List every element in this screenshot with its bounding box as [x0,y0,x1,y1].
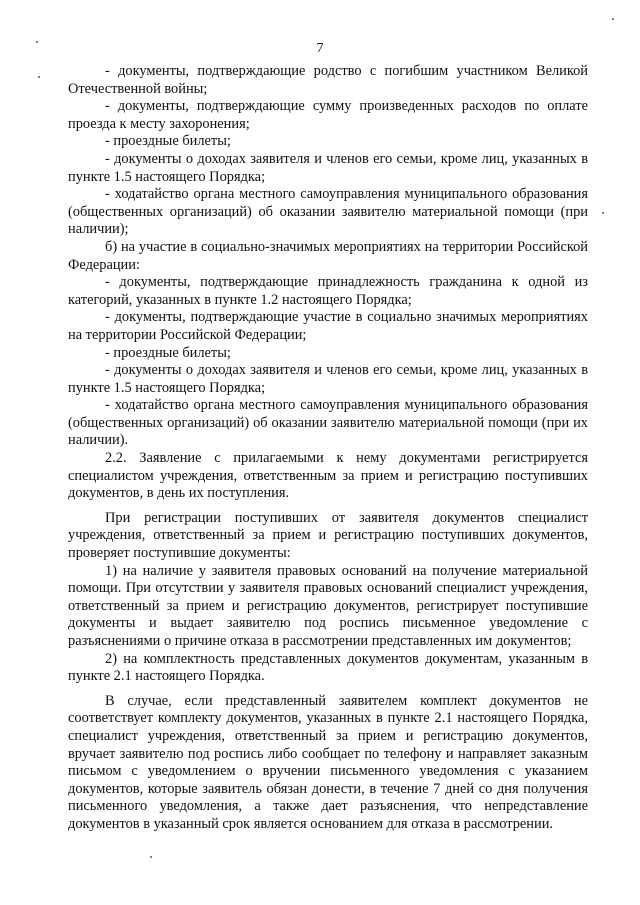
section-paragraph: 2.2. Заявление с прилагаемыми к нему документами регистрируется специалистом учреждения, ответственным за прием и регистрацию поступивших документов, в день их поступления. [68,450,588,502]
page-number: 7 [316,41,324,56]
scan-speck [38,76,40,78]
list-item-paragraph: - документы, подтверждающие сумму произведенных расходов по оплате проезда к месту захоронения; [68,98,588,132]
subsection-paragraph: б) на участие в социально-значимых мероприятиях на территории Российской Федерации: [68,238,588,273]
list-item-paragraph: - документы, подтверждающие участие в социально значимых мероприятиях на территории Российской Федерации; [68,309,588,343]
numbered-paragraph: 2) на комплектность представленных документов документам, указанным в пункте 2.1 настоящего Порядка. [68,650,588,685]
list-item-paragraph: - документы о доходах заявителя и членов его семьи, кроме лиц, указанных в пункте 1.5 настоящего Порядка; [68,362,588,396]
list-item-paragraph: - ходатайство органа местного самоуправления муниципального образования (общественных организаций) об оказании заявителю материальной помощи (при наличии); [68,186,588,238]
list-item-paragraph: - проездные билеты; [105,133,231,150]
numbered-paragraph: 1) на наличие у заявителя правовых оснований на получение материальной помощи. При отсутствии у заявителя правовых оснований специалист учреждения, ответственный за прием и регистрацию документов, регистрирует поступившие документы и выдает заявителю под роспись письменное уведомление с разъяснениями о причине отказа в рассмотрении представленных им документов; [68,562,588,649]
body-paragraph: В случае, если представленный заявителем комплект документов не соответствует комплекту документов, указанных в пункте 2.1 настоящего Порядка, специалист учреждения, ответственный за прием и регистрацию документов, вручает заявителю под роспись либо сообщает по телефону и направляет заказным письмом с уведомлением о вручении письменного уведомления с указанием документов, которые заявитель обязан донести, в течение 7 дней со дня получения письменного уведомления, а также дает разъяснения, что непредставление документов в указанный срок является основанием для отказа в рассмотрении. [68,692,588,832]
list-item-paragraph: - проездные билеты; [105,344,231,361]
scan-speck [150,856,152,858]
document-body [68,63,588,834]
scan-speck [602,212,604,214]
scan-speck [612,18,614,20]
list-item-paragraph: - документы о доходах заявителя и членов его семьи, кроме лиц, указанных в пункте 1.5 настоящего Порядка; [68,150,588,185]
body-paragraph: При регистрации поступивших от заявителя документов специалист учреждения, ответственный за прием и регистрацию поступивших документов, проверяет поступившие документы: [68,509,588,562]
list-item-paragraph: - документы, подтверждающие родство с погибшим участником Великой Отечественной войны; [68,63,588,97]
list-item-paragraph: - ходатайство органа местного самоуправления муниципального образования (общественных организаций) об оказании заявителю материальной помощи (при их наличии). [68,397,588,449]
list-item-paragraph: - документы, подтверждающие принадлежность гражданина к одной из категорий, указанных в пункте 1.2 настоящего Порядка; [68,274,588,308]
